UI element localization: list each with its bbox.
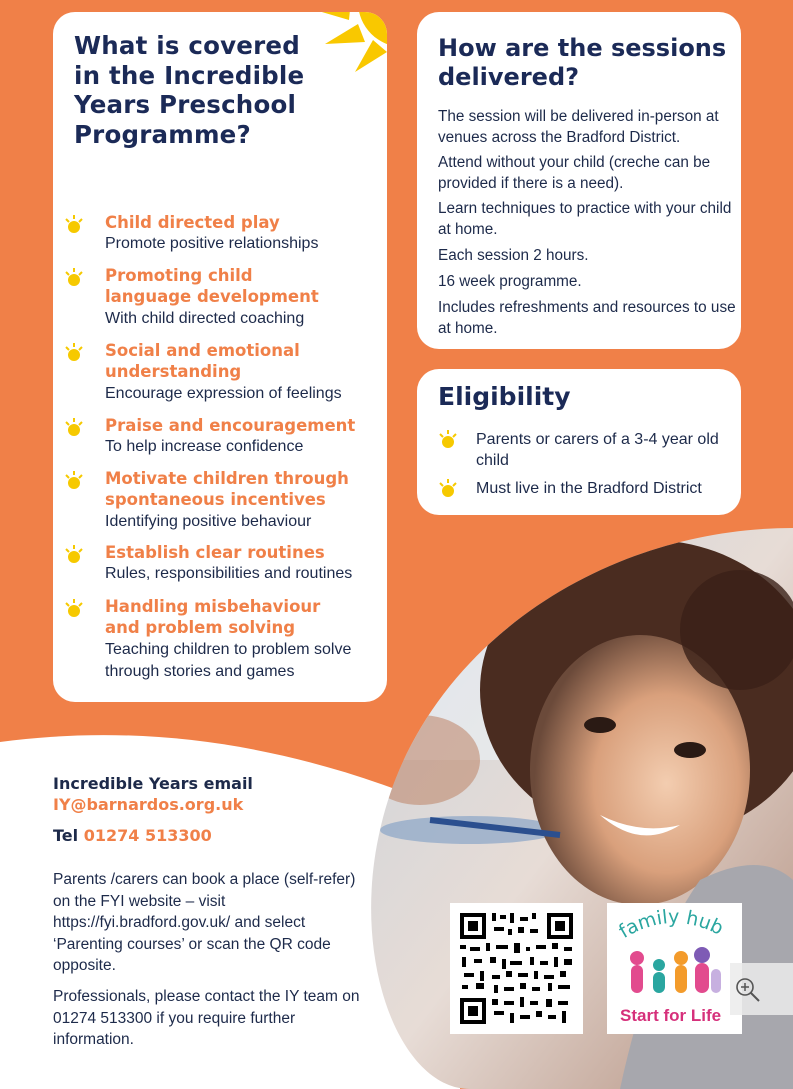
session-detail: Each session 2 hours. <box>438 247 589 264</box>
tel-label: Tel <box>53 826 79 845</box>
tel-number[interactable]: 01274 513300 <box>83 826 212 845</box>
qr-code[interactable] <box>450 903 583 1034</box>
qr-code-icon <box>450 903 583 1034</box>
item-title: Establish clear routines <box>105 543 325 562</box>
item-title: Praise and encouragement <box>105 416 356 435</box>
sun-icon <box>437 478 459 500</box>
item-title: Motivate children through spontaneous incentives <box>105 469 349 509</box>
session-detail: Learn techniques to practice with your child at home. <box>438 200 732 238</box>
session-detail: 16 week programme. <box>438 273 582 290</box>
section-title: How are the sessions delivered? <box>438 34 727 91</box>
item-desc: Rules, responsibilities and routines <box>105 565 353 582</box>
session-detail: Includes refreshments and resources to use at home. <box>438 299 736 337</box>
item-title: Social and emotional understanding <box>105 341 300 381</box>
family-hub-logo <box>607 903 742 1034</box>
sun-icon <box>63 267 85 289</box>
zoom-control[interactable] <box>730 963 793 1015</box>
tel-line <box>53 826 212 845</box>
sun-icon <box>63 417 85 439</box>
logo-bottom-text: Start for Life <box>620 1006 722 1025</box>
email-label: Incredible Years email <box>53 774 253 793</box>
item-title: Handling misbehaviour and problem solving <box>105 597 321 637</box>
logo-top-text: family hub <box>615 905 727 943</box>
svg-text:family hub <box>615 906 727 943</box>
section-title: Eligibility <box>438 382 571 411</box>
zoom-in-icon <box>733 975 763 1005</box>
item-title: Child directed play <box>105 213 280 232</box>
sun-icon <box>63 214 85 236</box>
item-desc: Identifying positive behaviour <box>105 513 312 530</box>
sun-icon <box>437 429 459 451</box>
item-desc: Teaching children to problem solve through stories and games <box>105 641 352 680</box>
eligibility-card <box>417 369 741 515</box>
booking-info: Parents /carers can book a place (self-refer) on the FYI website – visit https://fyi.bradford.gov.uk/ and select ‘Parenting courses’ or scan the QR code opposite. <box>53 871 356 974</box>
session-detail: Attend without your child (creche can be provided if there is a need). <box>438 154 711 192</box>
item-title: Promoting child language development <box>105 266 319 306</box>
item-desc: Encourage expression of feelings <box>105 385 342 402</box>
sun-icon <box>63 342 85 364</box>
item-text: Parents or carers of a 3-4 year old child <box>476 431 719 469</box>
session-detail: The session will be delivered in-person at venues across the Bradford District. <box>438 108 719 146</box>
email-link[interactable]: IY@barnardos.org.uk <box>53 795 244 814</box>
programme-content-card <box>53 12 387 702</box>
item-text: Must live in the Bradford District <box>476 480 702 497</box>
sun-icon <box>63 544 85 566</box>
sun-icon <box>63 470 85 492</box>
sessions-card <box>417 12 741 349</box>
family-hub-logo-icon <box>607 903 742 1034</box>
item-desc: To help increase confidence <box>105 438 304 455</box>
professionals-info: Professionals, please contact the IY team on 01274 513300 if you require further information. <box>53 988 360 1048</box>
sun-icon <box>63 598 85 620</box>
item-desc: With child directed coaching <box>105 310 305 327</box>
item-desc: Promote positive relationships <box>105 235 319 252</box>
sun-decoration-icon <box>303 12 387 112</box>
section-title: What is covered in the Incredible Years Preschool Programme? <box>74 31 305 149</box>
